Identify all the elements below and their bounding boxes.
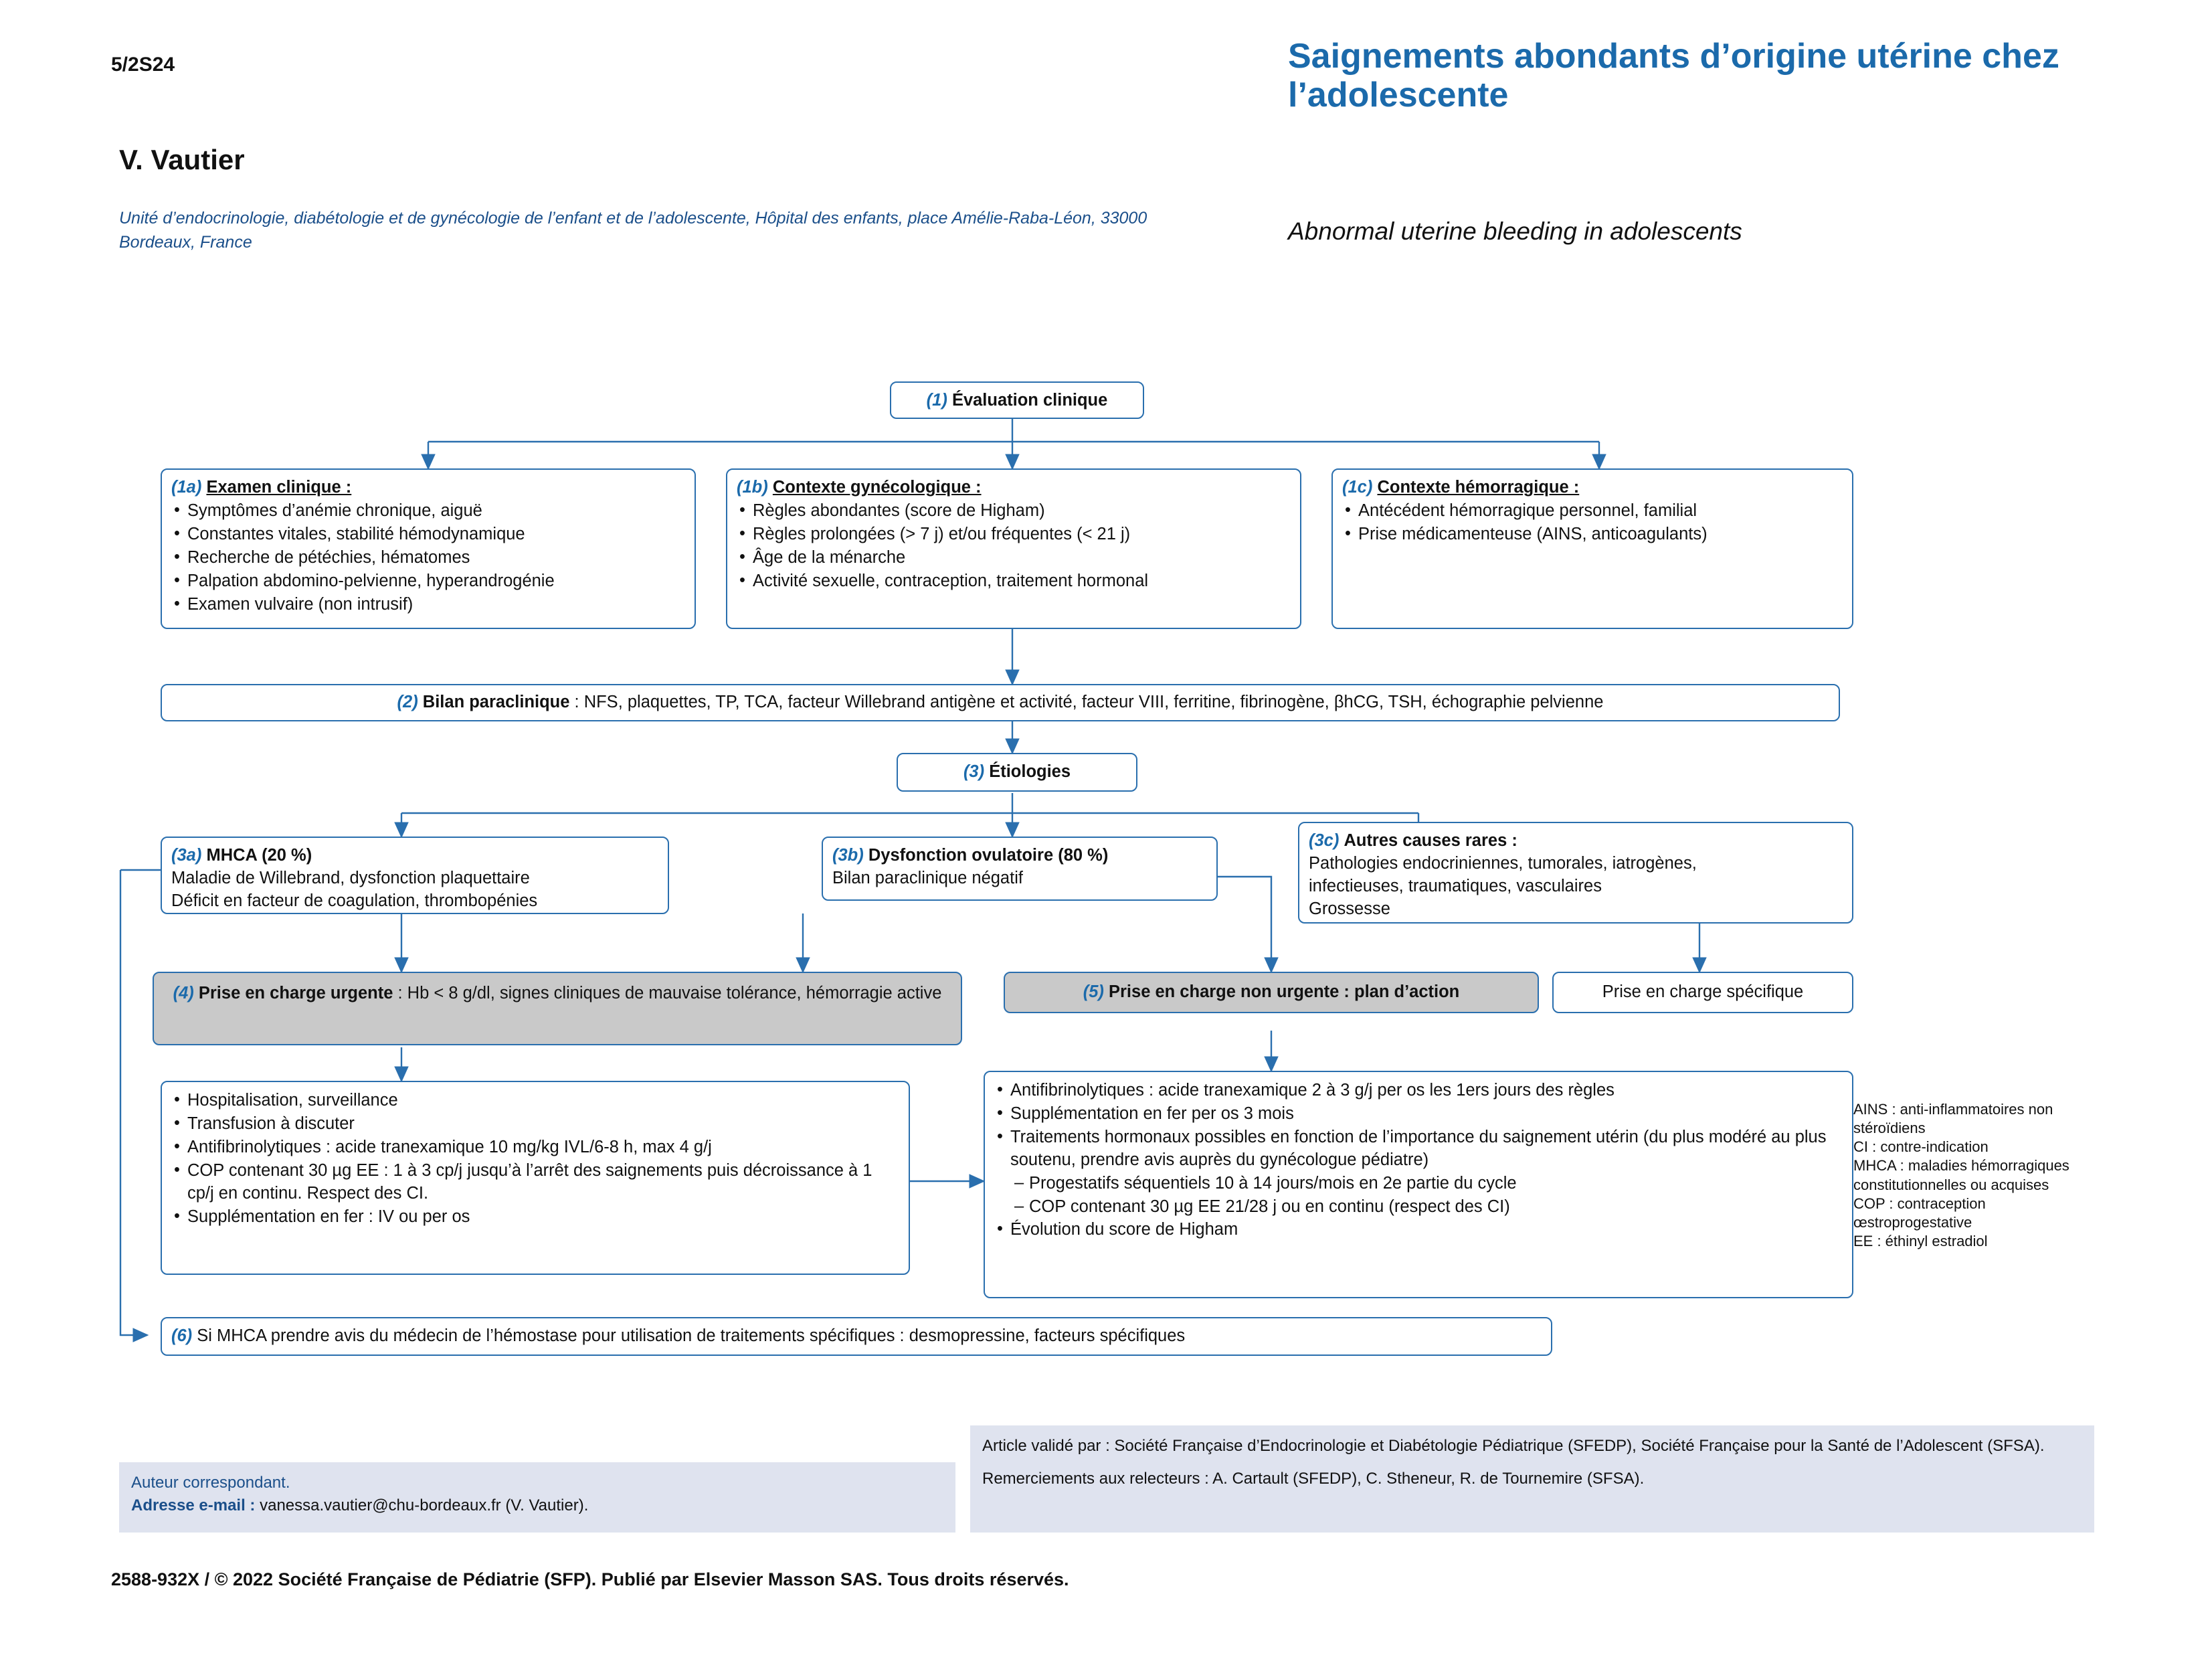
validation-block [970,1425,2094,1533]
author-affiliation: Unité d’endocrinologie, diabétologie et de gynécologie de l’enfant et de l’adolescente, Hôpital des enfants, place Amélie-Raba-Léon, 33000 Bordeaux, France [119,209,1147,252]
article-title-fr: Saignements abondants d’origine utérine chez l’adolescente [1288,37,2059,115]
validated-by-text: Article validé par : Société Française d’Endocrinologie et Diabétologie Pédiatrique (SFEDP), Société Française pour la Santé de l’Adolescent (SFSA). [982,1437,2045,1455]
article-title-en: Abnormal uterine bleeding in adolescents [1288,217,1742,245]
node-5-title: Prise en charge non urgente : plan d’action [1109,982,1460,1001]
node-1a-examen-clinique [161,468,696,629]
node-5-detail [984,1071,1853,1298]
node-5-detail-list [994,1079,1843,1241]
list-item: • Examen vulvaire (non intrusif) [171,594,685,616]
email-address[interactable]: vanessa.vautier@chu-bordeaux.fr (V. Vautier). [260,1496,589,1514]
corresponding-author-title: Auteur correspondant. [131,1474,290,1492]
list-item: • Antécédent hémorragique personnel, familial [1342,500,1843,523]
node-3-tag: (3) [963,762,985,781]
list-item: • Antifibrinolytiques : acide tranexamique 10 mg/kg IVL/6-8 h, max 4 g/j [171,1136,899,1159]
list-item: • Supplémentation en fer : IV ou per os [171,1206,899,1229]
node-2-tag: (2) [397,693,418,711]
node-prise-en-charge-specifique [1552,972,1853,1013]
node-3b-line-1: Bilan paraclinique négatif [832,868,1023,887]
node-1b-tag: (1b) [737,478,768,497]
node-specifique-title: Prise en charge spécifique [1602,982,1804,1001]
corresponding-author-block [119,1462,955,1533]
node-1b-contexte-gynecologique [726,468,1301,629]
list-item: • Palpation abdomino-pelvienne, hyperandrogénie [171,570,685,593]
node-1a-tag: (1a) [171,478,202,497]
list-item: • Traitements hormonaux possibles en fonction de l’importance du saignement utérin (du plus modéré au plus soutenu, prendre avis auprès du gynécologue pédiatre) [994,1126,1843,1172]
node-4-detail [161,1081,910,1275]
node-3-title: Étiologies [989,762,1071,781]
node-1c-list [1342,500,1843,546]
node-3-etiologies [897,753,1137,792]
node-1-evaluation-clinique [890,381,1144,419]
node-1b-list [737,500,1291,593]
node-5-prise-en-charge-non-urgente [1004,972,1539,1013]
list-item: • Règles prolongées (> 7 j) et/ou fréquentes (< 21 j) [737,523,1291,546]
list-item: • Règles abondantes (score de Higham) [737,500,1291,523]
node-4-detail-list [171,1089,899,1228]
list-item: – Progestatifs séquentiels 10 à 14 jours/mois en 2e partie du cycle [994,1172,1843,1195]
page-number: 5/2S24 [111,54,175,76]
node-3a-line-1: Maladie de Willebrand, dysfonction plaquettaire [171,868,530,887]
author-name: V. Vautier [119,144,245,175]
node-3c-autres-causes [1298,822,1853,924]
node-3b-tag: (3b) [832,846,864,865]
list-item: • Âge de la ménarche [737,547,1291,570]
node-3a-title: MHCA (20 %) [206,846,312,865]
node-6-text: Si MHCA prendre avis du médecin de l’hémostase pour utilisation de traitements spécifiques : desmopressine, facteurs spécifiques [197,1326,1186,1345]
abbreviation-legend [1853,1100,2088,1251]
node-3c-tag: (3c) [1309,831,1340,850]
list-item: • Antifibrinolytiques : acide tranexamique 2 à 3 g/j per os les 1ers jours des règles [994,1079,1843,1102]
list-item: • Activité sexuelle, contraception, traitement hormonal [737,570,1291,593]
node-4-tag: (4) [173,984,194,1002]
list-item: • Prise médicamenteuse (AINS, anticoagulants) [1342,523,1843,546]
list-item: • Constantes vitales, stabilité hémodynamique [171,523,685,546]
node-3c-line-1: Pathologies endocriniennes, tumorales, iatrogènes, [1309,853,1697,873]
node-3b-title: Dysfonction ovulatoire (80 %) [868,846,1109,865]
node-3a-mhca [161,837,669,914]
copyright-line: 2588-932X / © 2022 Société Française de Pédiatrie (SFP). Publié par Elsevier Masson SAS. Tous droits réservés. [111,1569,1069,1589]
list-item: • Recherche de pétéchies, hématomes [171,547,685,570]
email-label: Adresse e-mail : [131,1496,256,1514]
legend-item: AINS : anti-inflammatoires non stéroïdiens [1853,1101,2053,1137]
node-1c-tag: (1c) [1342,478,1373,497]
node-2-title: Bilan paraclinique [422,693,570,711]
node-3c-title: Autres causes rares : [1344,831,1517,850]
node-1b-title: Contexte gynécologique : [772,478,982,497]
node-4-prise-en-charge-urgente [153,972,962,1045]
node-1-tag: (1) [926,391,947,410]
node-6-tag: (6) [171,1326,193,1345]
node-3a-tag: (3a) [171,846,202,865]
legend-item: COP : contraception œstroprogestative [1853,1195,1986,1231]
node-1a-title: Examen clinique : [206,478,352,497]
node-6-mhca-avis [161,1317,1552,1356]
list-item: • Symptômes d’anémie chronique, aiguë [171,500,685,523]
legend-item: MHCA : maladies hémorragiques constitutionnelles ou acquises [1853,1157,2069,1193]
node-1a-list [171,500,685,616]
node-3c-line-2: infectieuses, traumatiques, vasculaires [1309,876,1602,895]
node-1c-contexte-hemorragique [1331,468,1853,629]
node-3c-line-3: Grossesse [1309,899,1390,918]
legend-item: EE : éthinyl estradiol [1853,1233,1988,1250]
list-item: • Supplémentation en fer per os 3 mois [994,1103,1843,1126]
node-1-title: Évaluation clinique [951,391,1108,410]
node-4-title: Prise en charge urgente [198,984,393,1002]
node-4-text: : Hb < 8 g/dl, signes cliniques de mauvaise tolérance, hémorragie active [393,984,942,1002]
list-item: – COP contenant 30 µg EE 21/28 j ou en continu (respect des CI) [994,1196,1843,1219]
node-5-tag: (5) [1083,982,1104,1001]
list-item: • Hospitalisation, surveillance [171,1089,899,1112]
legend-item: CI : contre-indication [1853,1138,1989,1156]
list-item: • Transfusion à discuter [171,1113,899,1136]
node-3b-dysfonction-ovulatoire [822,837,1218,901]
list-item: • COP contenant 30 µg EE : 1 à 3 cp/j jusqu’à l’arrêt des saignements puis décroissance à 1 cp/j en continu. Respect des CI. [171,1160,899,1205]
node-2-text: : NFS, plaquettes, TP, TCA, facteur Willebrand antigène et activité, facteur VIII, ferritine, fibrinogène, βhCG, TSH, échographie pelvienne [569,693,1604,711]
acknowledgements-text: Remerciements aux relecteurs : A. Cartault (SFEDP), C. Stheneur, R. de Tournemire (SFSA). [982,1469,1645,1488]
list-item: • Évolution du score de Higham [994,1219,1843,1241]
node-1c-title: Contexte hémorragique : [1377,478,1580,497]
node-3a-line-2: Déficit en facteur de coagulation, thrombopénies [171,891,538,910]
node-2-bilan-paraclinique [161,684,1840,721]
